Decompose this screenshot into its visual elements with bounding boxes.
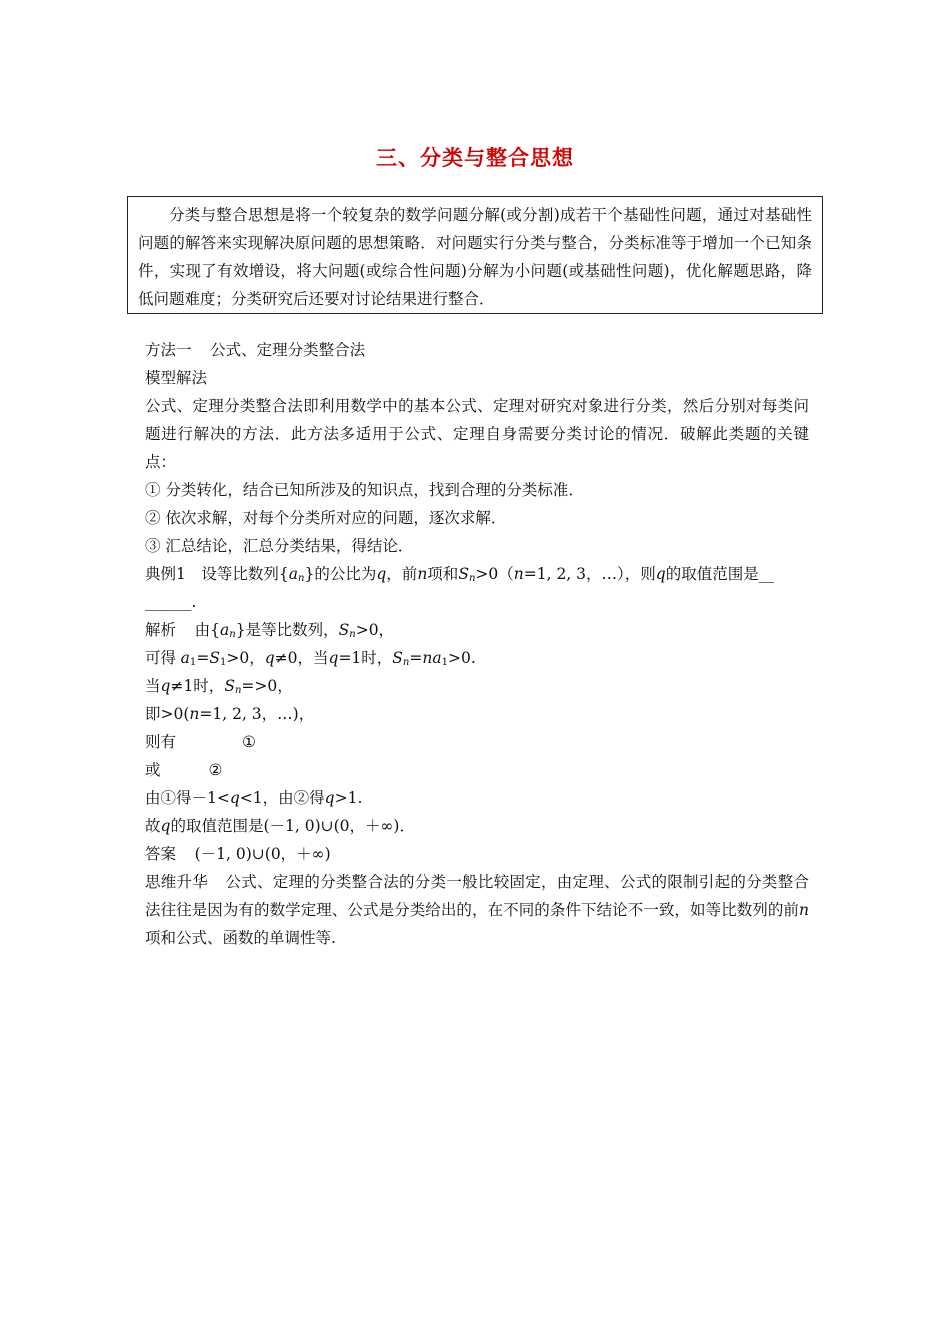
step-2: ② 依次求解，对每个分类所对应的问题，逐次求解．: [145, 509, 507, 527]
intro-box: 分类与整合思想是将一个较复杂的数学问题分解(或分割)成若干个基础性问题，通过对基础性问题的解答来实现解决原问题的思想策略．对问题实行分类与整合，分类标准等于增加一个已知条件，实现了有效增设，将大问题(或综合性问题)分解为小问题(或基础性问题)，优化解题思路，降低问题难度；分类研究后还要对讨论结果进行整合．: [127, 196, 823, 314]
solution-line-1: 解析 由$\{a_n\}$是等比数列，$S_n>0$，: [145, 621, 395, 640]
example-blank: ______.: [145, 593, 197, 611]
content: [145, 336, 809, 952]
case-mark-1: ①: [242, 733, 256, 751]
insight-label: 思维升华: [145, 873, 209, 891]
step-1: ① 分类转化，结合已知所涉及的知识点，找到合理的分类标准．: [145, 481, 584, 499]
model-description: 公式、定理分类整合法即利用数学中的基本公式、定理对研究对象进行分类，然后分别对每类问题进行解决的方法．此方法多适用于公式、定理自身需要分类讨论的情况．破解此类题的关键点：: [145, 397, 809, 471]
method-name: 公式、定理分类整合法: [210, 341, 366, 359]
solution-line-4: 即>0(n=1, 2, 3，…)，: [145, 705, 315, 723]
example-label: 典例1: [145, 565, 186, 583]
step-3: ③ 汇总结论，汇总分类结果，得结论．: [145, 537, 414, 555]
solution-label: 解析: [145, 621, 177, 639]
solution-line-2: 可得 $a_1=S_1>0$，q≠0，当q=1时，$S_n=na_1>0$.: [145, 649, 476, 668]
page-title: 三、分类与整合思想: [376, 146, 574, 170]
answer-value: (－1, 0)∪(0，＋∞): [194, 845, 331, 863]
insight-paragraph: 思维升华 公式、定理的分类整合法的分类一般比较固定，由定理、公式的限制引起的分类整合法往往是因为有的数学定理、公式是分类给出的，在不同的条件下结论不一致，如等比数列的前n项和公式、函数的单调性等.: [145, 873, 809, 947]
case-mark-2: ②: [208, 761, 223, 779]
example-line: 典例1 设等比数列$\{a_n\}$的公比为q，前n项和$S_n>0(n=1$, 2, 3，…），则q的取值范围是__: [145, 565, 775, 584]
solution-line-7: 由①得－1<q<1，由②得q>1.: [145, 789, 363, 807]
solution-line-5: 则有 ①: [145, 733, 256, 751]
answer-line: [145, 840, 809, 868]
solution-line-6: 或 ②: [145, 761, 223, 779]
method-heading: [145, 336, 809, 364]
answer-label: 答案: [145, 845, 177, 863]
solution-line-3: 当q≠1时，$S_n=>0$，: [145, 677, 293, 696]
method-label: 方法一: [145, 341, 192, 359]
solution-line-8: 故q的取值范围是(－1, 0)∪(0，＋∞)．: [145, 817, 415, 835]
model-heading: 模型解法: [145, 369, 208, 387]
